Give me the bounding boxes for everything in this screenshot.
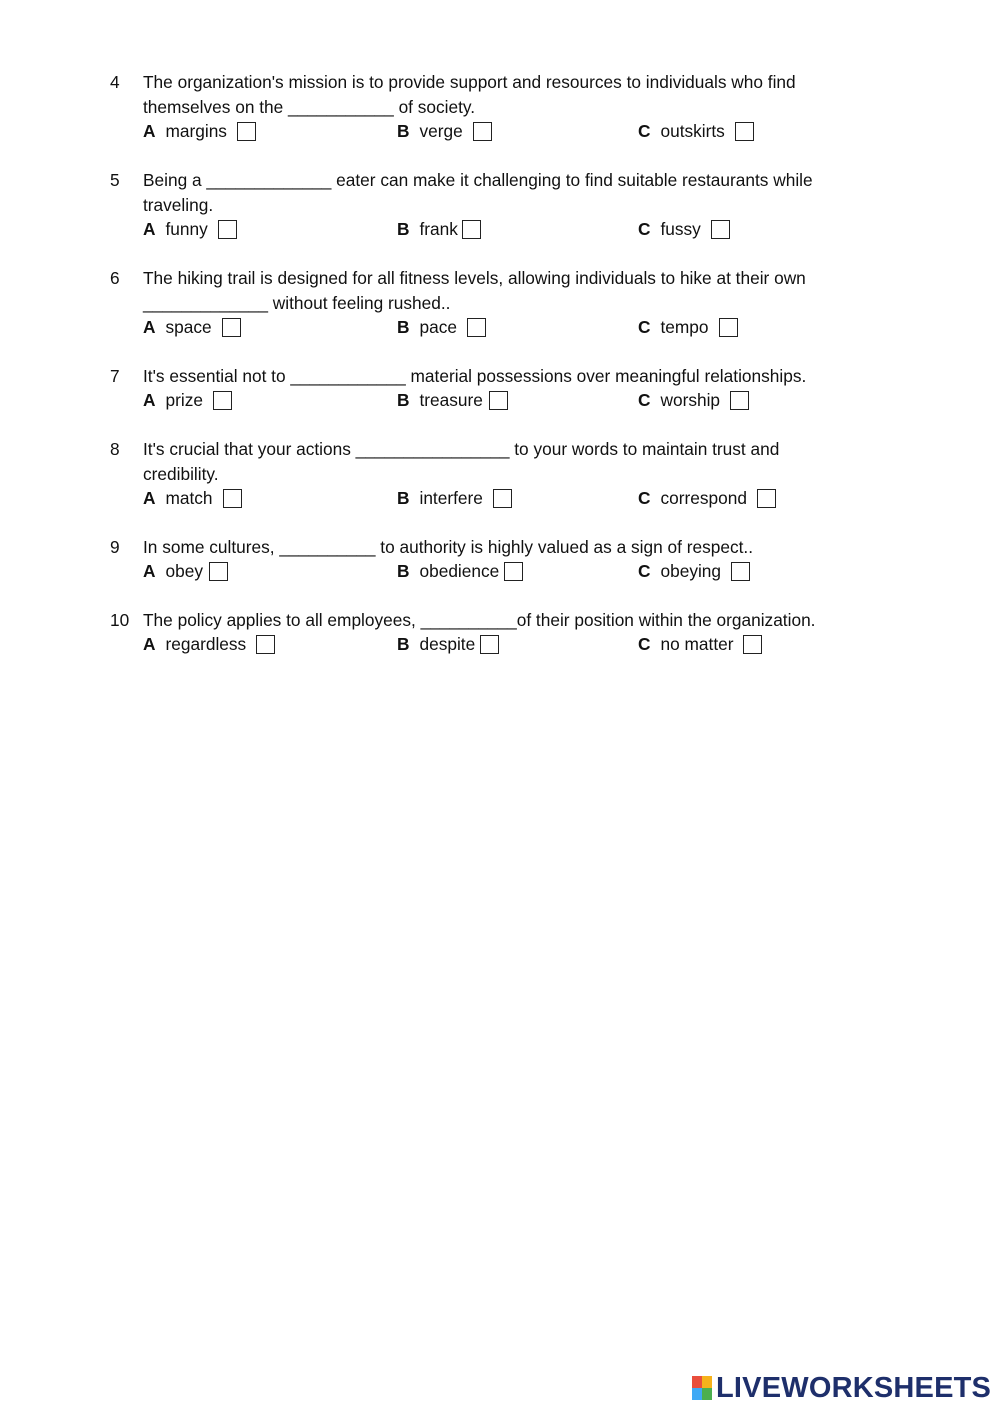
option-c[interactable] [638, 315, 738, 340]
answer-checkbox[interactable] [237, 122, 256, 141]
option-a[interactable] [143, 632, 275, 657]
option-b[interactable] [397, 315, 486, 340]
question-number: 6 [110, 268, 120, 288]
answer-checkbox[interactable] [256, 635, 275, 654]
answer-checkbox[interactable] [735, 122, 754, 141]
option-label: tempo [660, 317, 709, 337]
option-letter: C [638, 488, 651, 508]
option-label: frank [419, 219, 458, 239]
answer-checkbox[interactable] [473, 122, 492, 141]
option-letter: A [143, 317, 156, 337]
logo-tile [702, 1388, 712, 1400]
option-c[interactable] [638, 486, 776, 511]
option-letter: A [143, 219, 156, 239]
option-letter: C [638, 121, 651, 141]
question-number: 8 [110, 439, 120, 459]
option-b[interactable] [397, 217, 481, 242]
question-text-line: credibility. [143, 463, 219, 484]
answer-checkbox[interactable] [467, 318, 486, 337]
logo-tile [702, 1376, 712, 1388]
question-text [143, 437, 873, 486]
option-label: pace [419, 317, 457, 337]
logo-tile [692, 1376, 702, 1388]
question-text-line: themselves on the ___________ of society. [143, 96, 476, 117]
option-label: space [165, 317, 212, 337]
option-letter: B [397, 634, 410, 654]
option-label: obeying [660, 561, 722, 581]
option-a[interactable] [143, 315, 241, 340]
option-letter: B [397, 317, 410, 337]
option-letter: B [397, 390, 410, 410]
answer-checkbox[interactable] [222, 318, 241, 337]
option-letter: B [397, 121, 410, 141]
option-letter: B [397, 219, 410, 239]
option-label: match [165, 488, 213, 508]
question-text-line: _____________ without feeling rushed.. [143, 292, 451, 313]
question-number: 9 [110, 537, 120, 557]
option-letter: A [143, 390, 156, 410]
option-c[interactable] [638, 217, 730, 242]
answer-checkbox[interactable] [462, 220, 481, 239]
option-letter: C [638, 390, 651, 410]
answer-checkbox[interactable] [209, 562, 228, 581]
answer-checkbox[interactable] [213, 391, 232, 410]
answer-checkbox[interactable] [757, 489, 776, 508]
logo-mark-icon [692, 1376, 712, 1400]
answer-checkbox[interactable] [218, 220, 237, 239]
option-letter: C [638, 561, 651, 581]
option-letter: A [143, 121, 156, 141]
question-text [143, 266, 873, 315]
question-text-line: The policy applies to all employees, __________of their position within the organization. [143, 610, 816, 630]
option-label: regardless [165, 634, 247, 654]
option-letter: A [143, 561, 156, 581]
answer-checkbox[interactable] [711, 220, 730, 239]
answer-checkbox[interactable] [719, 318, 738, 337]
answer-checkbox[interactable] [480, 635, 499, 654]
liveworksheets-logo[interactable] [692, 1372, 991, 1404]
option-letter: B [397, 561, 410, 581]
option-a[interactable] [143, 217, 237, 242]
answer-checkbox[interactable] [493, 489, 512, 508]
option-c[interactable] [638, 119, 754, 144]
question-number: 10 [110, 610, 130, 630]
option-label: obey [165, 561, 203, 581]
option-letter: C [638, 634, 651, 654]
question-text-line: traveling. [143, 194, 214, 215]
option-letter: C [638, 317, 651, 337]
answer-checkbox[interactable] [489, 391, 508, 410]
option-c[interactable] [638, 388, 749, 413]
answer-checkbox[interactable] [504, 562, 523, 581]
option-b[interactable] [397, 388, 508, 413]
option-b[interactable] [397, 119, 492, 144]
question-text [143, 168, 873, 217]
answer-checkbox[interactable] [731, 562, 750, 581]
option-b[interactable] [397, 486, 512, 511]
logo-tile [692, 1388, 702, 1400]
option-letter: C [638, 219, 651, 239]
question-text-line: It's crucial that your actions ________________ to your words to maintain trust and [143, 439, 780, 459]
option-label: despite [419, 634, 476, 654]
question-text [143, 364, 873, 389]
option-a[interactable] [143, 388, 232, 413]
option-c[interactable] [638, 559, 750, 584]
question-number: 4 [110, 72, 120, 92]
option-letter: B [397, 488, 410, 508]
option-b[interactable] [397, 632, 499, 657]
option-label: funny [165, 219, 208, 239]
option-label: no matter [660, 634, 734, 654]
option-letter: A [143, 634, 156, 654]
answer-checkbox[interactable] [730, 391, 749, 410]
answer-checkbox[interactable] [223, 489, 242, 508]
option-a[interactable] [143, 559, 228, 584]
question-text-line: In some cultures, __________ to authority is highly valued as a sign of respect.. [143, 537, 754, 557]
question-number: 7 [110, 366, 120, 386]
option-label: interfere [419, 488, 483, 508]
answer-checkbox[interactable] [743, 635, 762, 654]
question-text-line: It's essential not to ____________ material possessions over meaningful relationships. [143, 366, 807, 386]
option-label: fussy [660, 219, 701, 239]
option-a[interactable] [143, 119, 256, 144]
option-label: outskirts [660, 121, 725, 141]
option-a[interactable] [143, 486, 242, 511]
option-label: obedience [419, 561, 500, 581]
option-label: margins [165, 121, 227, 141]
question-text-line: Being a _____________ eater can make it challenging to find suitable restaurants while [143, 170, 813, 190]
option-label: worship [660, 390, 721, 410]
question-text [143, 70, 873, 119]
question-text-line: The organization's mission is to provide support and resources to individuals who find [143, 72, 796, 92]
option-b[interactable] [397, 559, 523, 584]
option-label: correspond [660, 488, 747, 508]
logo-text: LIVEWORKSHEETS [716, 1371, 992, 1404]
option-c[interactable] [638, 632, 762, 657]
question-text [143, 608, 873, 633]
option-label: prize [165, 390, 203, 410]
option-label: treasure [419, 390, 483, 410]
question-number: 5 [110, 170, 120, 190]
option-label: verge [419, 121, 463, 141]
question-text-line: The hiking trail is designed for all fitness levels, allowing individuals to hike at their own [143, 268, 806, 288]
option-letter: A [143, 488, 156, 508]
question-text [143, 535, 873, 560]
